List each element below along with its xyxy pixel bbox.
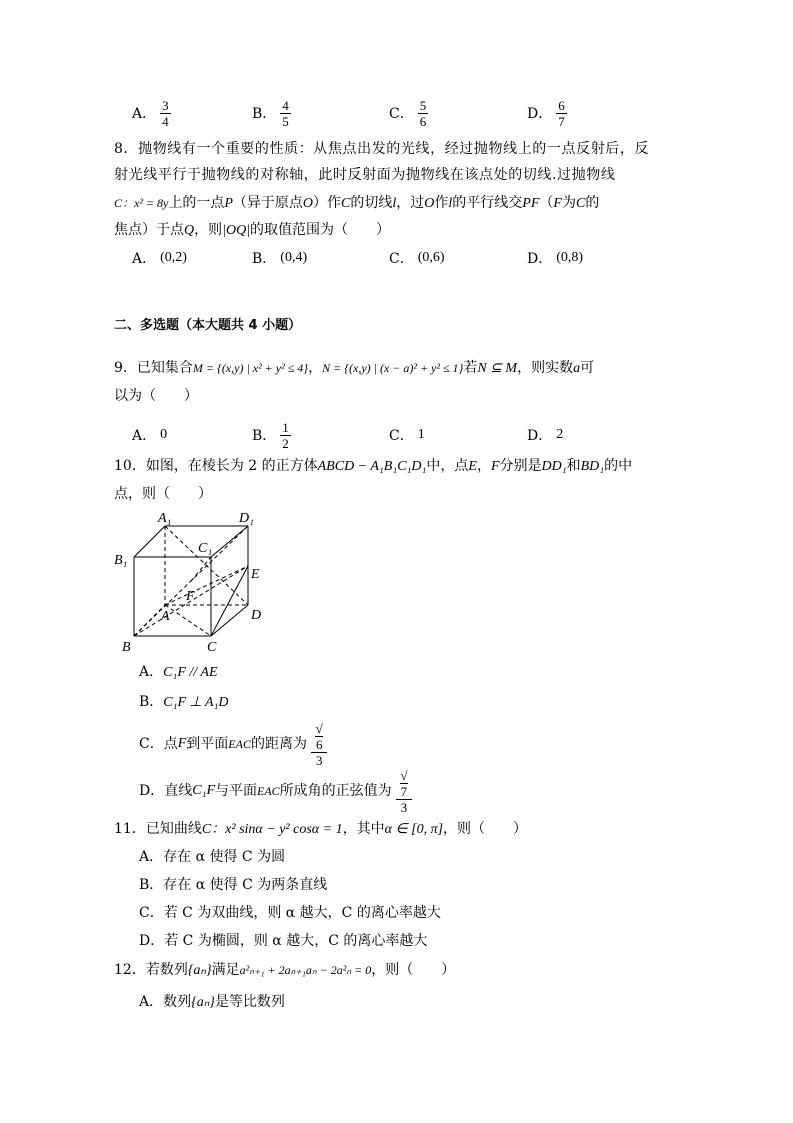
fraction: $\frac{3}{4}$ [162,97,169,129]
edge-cd [211,605,248,636]
edge-b1a1 [134,526,165,557]
q10-line-1: 10．如图，在棱长为 2 的正方体ABCD − A₁B₁C₁D₁中，点E，F分别是DD₁和BD₁的中 [114,458,633,474]
label-d1: D₁ [239,511,254,526]
q10-option-b[interactable]: B．C₁F ⊥ A₁D [139,694,229,710]
fraction: $\frac{4}{5}$ [282,97,289,129]
q9-option-d[interactable]: D． 2 [527,427,564,444]
q8-line-1: 8．抛物线有一个重要的性质：从焦点出发的光线，经过抛物线上的一点反射后，反 [114,141,650,157]
q10-option-c[interactable]: C． 点 F 到平面 EAC 的距离为 √ 6 3 [139,724,327,764]
q8-option-a[interactable]: A． (0,2) [132,250,187,267]
q12-option-a[interactable]: A．数列{aₙ}是等比数列 [139,994,285,1010]
label-b: B [122,640,131,655]
q7-option-c[interactable]: C． $\frac{5}{6}$ [389,97,427,129]
q10-line-2: 点，则（ ） [114,486,212,502]
label-a1: A₁ [158,511,172,526]
section-heading-multi-choice: 二、多选题（本大题共 4 小题） [114,318,302,333]
segment-ce [211,566,248,636]
q11-line-1: 11．已知曲线C：x² sinα − y² cosα = 1，其中α ∈ [0, π]，则（ ） [114,821,528,837]
label-d: D [251,608,262,623]
q9-line-1: 9．已知集合M = {(x,y) | x² + y² ≤ 4}，N = {(x,y) | (x − a)² + y² ≤ 1}若N ⊆ M，则实数a可 [114,360,595,376]
label-f: F [186,589,195,604]
fraction: $\frac{5}{6}$ [419,97,427,129]
q7-option-d[interactable]: D． $\frac{6}{7}$ [527,97,565,129]
q11-option-d[interactable]: D．若 C 为椭圆，则 α 越大，C 的离心率越大 [139,933,428,949]
segment-ac [165,605,211,636]
q9-line-2: 以为（ ） [114,388,198,404]
q11-option-b[interactable]: B．存在 α 使得 C 为两条直线 [139,877,328,893]
q8-line-3: C：x² = 8y上的一点P（异于原点O）作C的切线l，过O作l的平行线交PF（F为C的 [114,195,600,211]
edge-c1d1 [211,526,248,557]
q7-option-a[interactable]: A． $\frac{3}{4}$ [132,97,169,129]
q8-option-d[interactable]: D． (0,8) [527,250,584,267]
q8-option-c[interactable]: C． (0,6) [389,250,445,267]
label-e: E [251,567,260,582]
label-b1: B₁ [114,553,128,568]
label-c1: C₁ [198,541,213,556]
q7-option-b[interactable]: B． $\frac{4}{5}$ [252,97,289,129]
q8-option-b[interactable]: B． (0,4) [252,250,308,267]
q9-option-a[interactable]: A． 0 [132,427,168,444]
q9-option-c[interactable]: C． 1 [389,427,425,444]
q12-line-1: 12．若数列{aₙ}满足a²ₙ₊₁ + 2aₙ₊₁aₙ − 2a²ₙ = 0，则（ ） [114,962,456,978]
segment-ae [165,566,248,605]
cube-figure [110,510,280,660]
fraction: $\frac{6}{7}$ [558,97,565,129]
fraction: √ 7 3 [396,768,413,815]
label-a: A [161,609,170,624]
q9-option-b[interactable]: B． $\frac{1}{2}$ [252,419,289,451]
q10-option-d[interactable]: D． 直线 C₁F 与平面 EAC 所成角的正弦值为 √ 7 3 [139,771,412,811]
q8-line-2: 射光线平行于抛物线的对称轴，此时反射面为抛物线在该点处的切线.过抛物线 [114,167,616,183]
fraction: $\frac{1}{2}$ [282,419,289,451]
q11-option-a[interactable]: A．存在 α 使得 C 为圆 [139,849,286,865]
q8-line-4: 焦点）于点Q，则|OQ|的取值范围为（ ） [114,222,391,238]
fraction: √ 6 3 [311,721,328,768]
q10-option-a[interactable]: A．C₁F // AE [139,664,218,680]
q11-option-c[interactable]: C．若 C 为双曲线，则 α 越大，C 的离心率越大 [139,905,441,921]
label-c: C [207,640,217,655]
